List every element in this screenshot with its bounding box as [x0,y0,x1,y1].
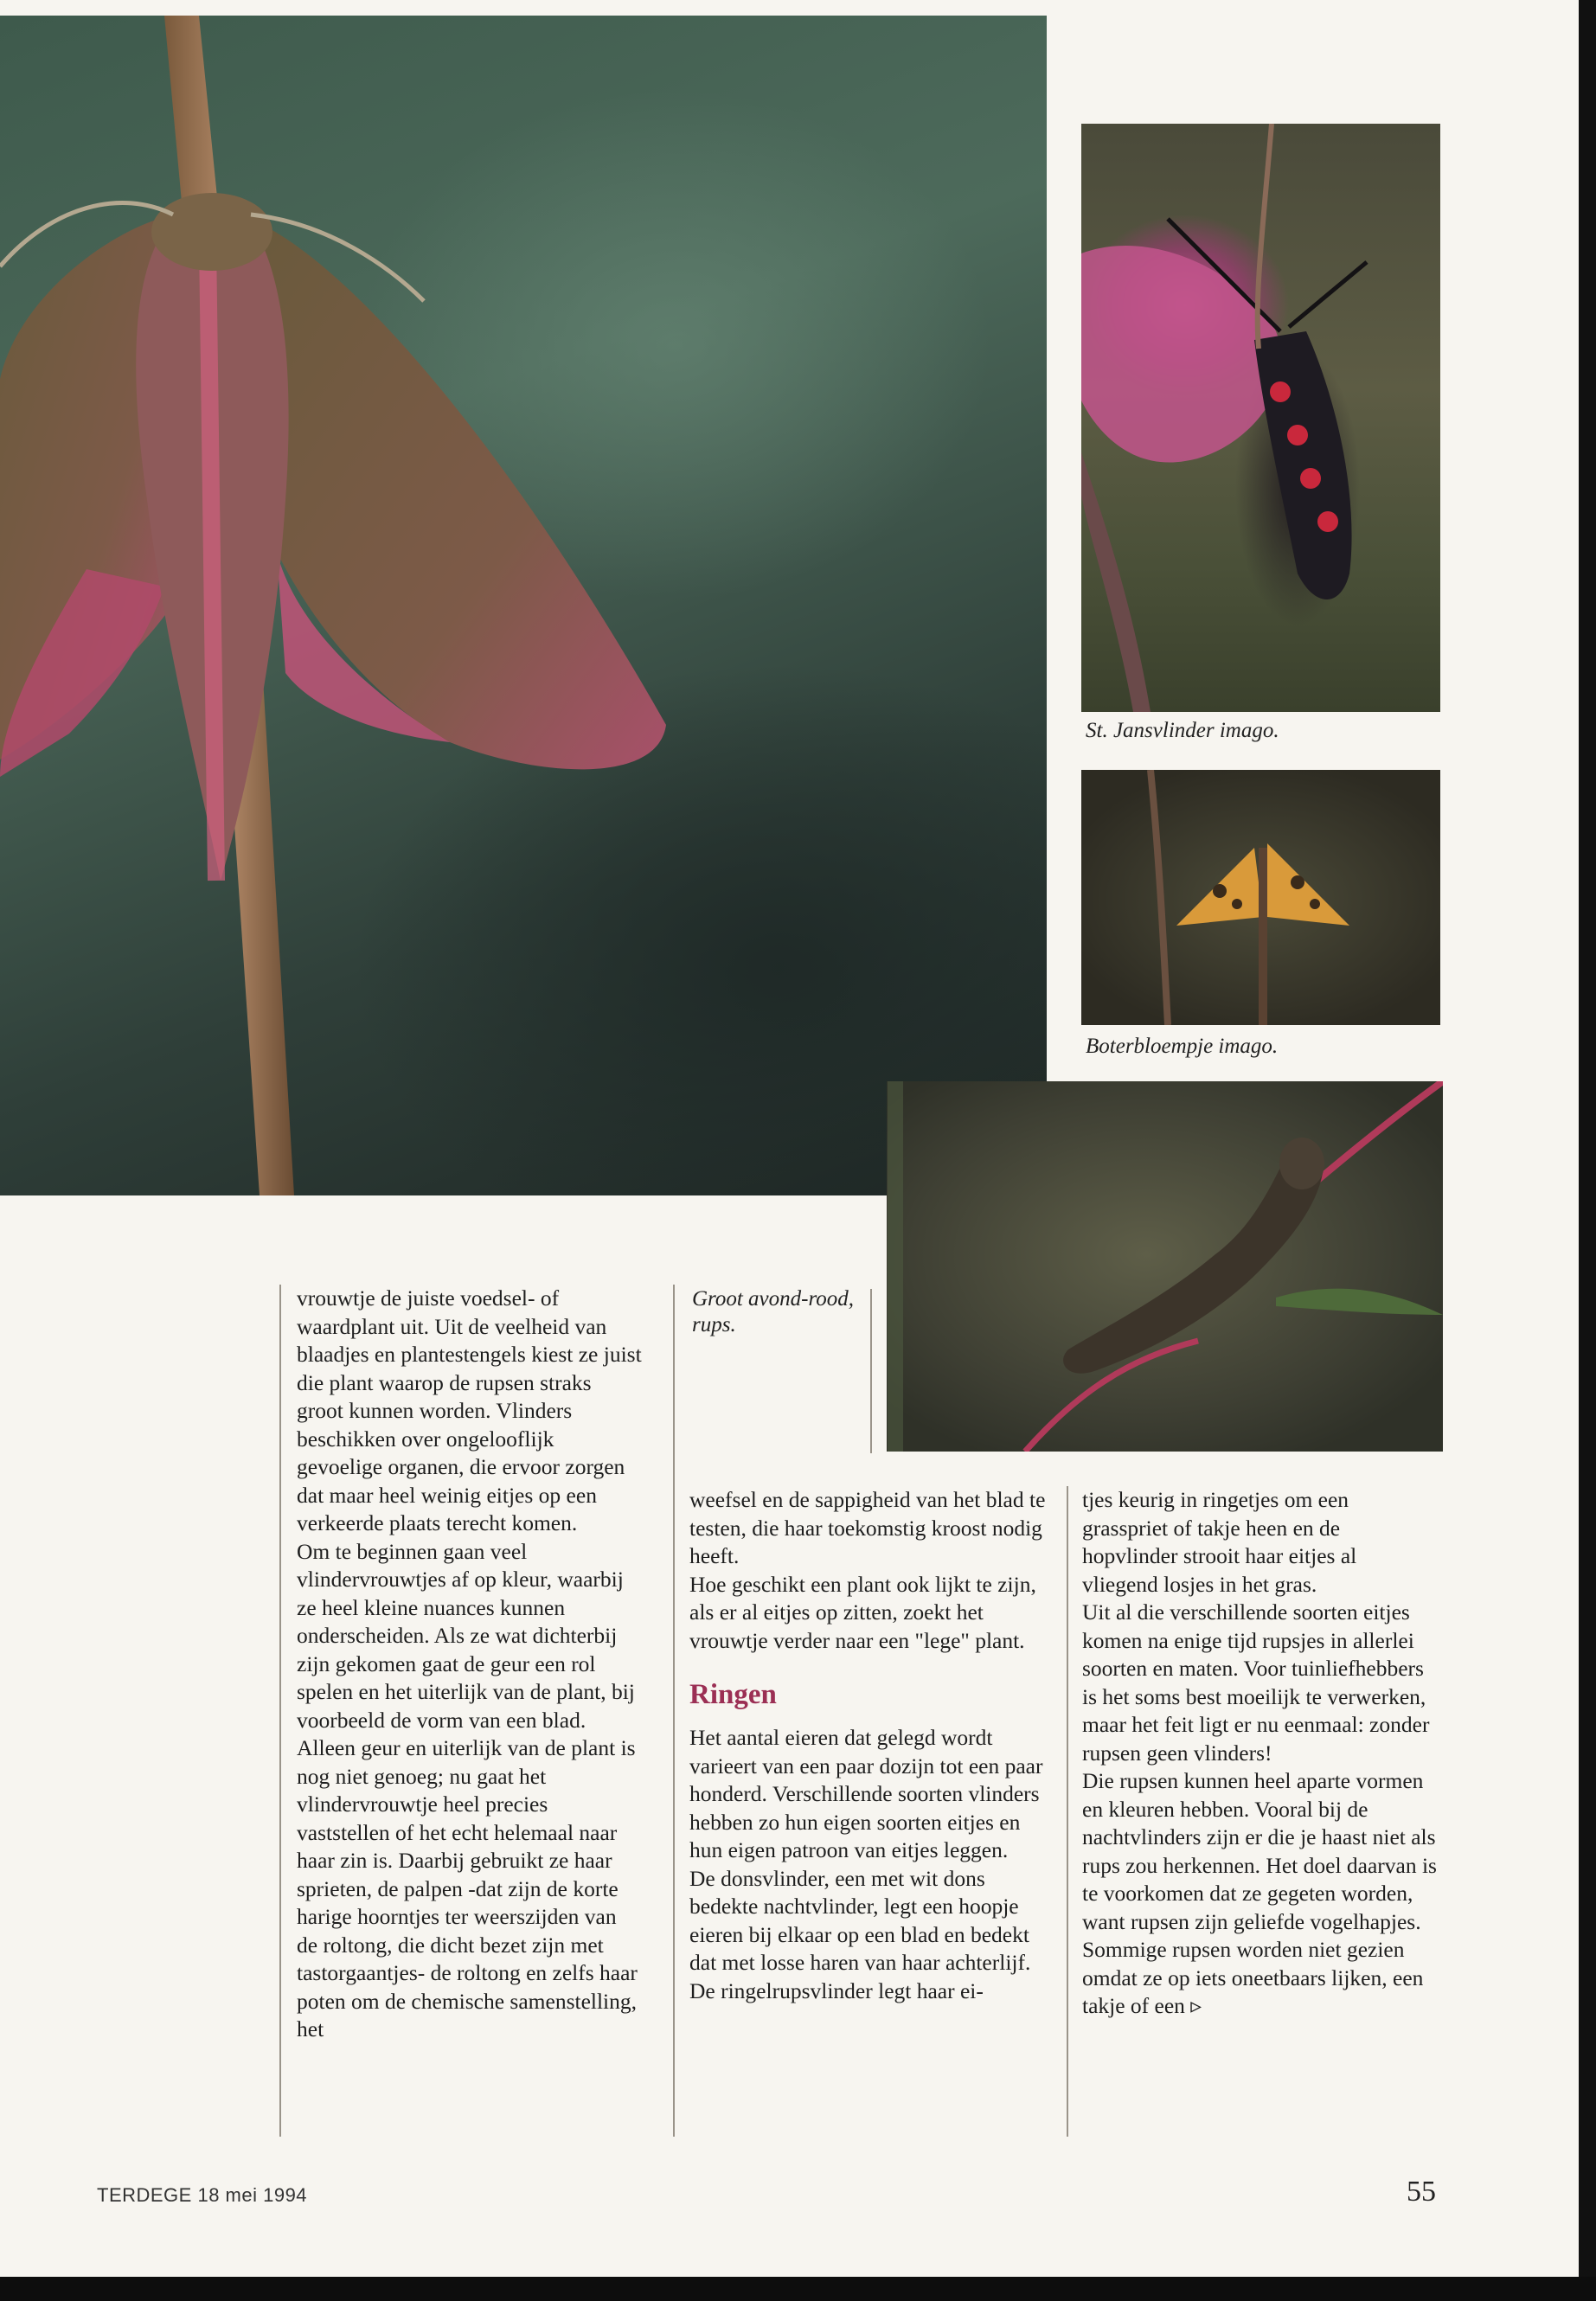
publication-footer: TERDEGE 18 mei 1994 [97,2184,308,2206]
column-rule-left [279,1285,281,2137]
paragraph: De donsvlinder, een met wit dons bedekte nachtvlinder, legt een hoopje eieren bij elkaar op een blad en bedekt dat met losse haren van haar achterlijf. De ringelrupsvlinder legt haar ei- [689,1865,1031,2003]
paragraph: tjes keurig in ringetjes om een grasspriet of takje heen en de hopvlinder strooit haar eitjes al vliegend losjes in het gras. [1082,1487,1357,1597]
section-heading: Ringen [689,1679,777,1710]
photo-st-jansvlinder [1081,124,1440,712]
paragraph: Sommige rupsen worden niet gezien omdat ze op iets oneetbaars lijken, een takje of een ▹ [1082,1937,1424,2018]
column-rule-right [1067,1486,1068,2137]
paragraph: weefsel en de sappigheid van het blad te testen, die haar toekomstig kroost nodig heeft. [689,1487,1046,1568]
caption-rule [870,1289,872,1453]
paragraph: Die rupsen kunnen heel aparte vormen en kleuren hebben. Vooral bij de nachtvlinders zijn er die je haast niet als rups zou herkennen. Het doel daarvan is te voorkomen dat ze gegeten worden, want rupsen zijn geliefde vogelhapjes. [1082,1768,1437,1934]
scan-edge-bottom [0,2277,1596,2301]
caption-boterbloempje: Boterbloempje imago. [1086,1035,1279,1058]
text-column-2 [689,1486,1053,2005]
column-rule-middle [673,1285,675,2137]
text-column-3 [1082,1486,1437,2021]
caterpillar-illustration [887,1081,1443,1452]
photo-groot-avondrood-rups [887,1081,1443,1452]
text-column-1 [297,1285,643,2044]
page-number: 55 [1407,2176,1436,2208]
paragraph: vrouwtje de juiste voedsel- of waardplant uit. Uit de veelheid van blaadjes en plantestengels kiest ze juist die plant waarop de rupsen straks groot kunnen worden. Vlinders beschikken over ongelooflijk gevoelige organen, die ervoor zorgen dat maar heel weinig eitjes op een verkeerde plaats terecht komen. [297,1285,642,1535]
paragraph: Het aantal eieren dat gelegd wordt varieert van een paar dozijn tot een paar honderd. Verschillende soorten vlinders hebben zo hun eigen soorten eitjes en hun eigen patroon van eitjes leggen. [689,1725,1043,1862]
paragraph: Om te beginnen gaan veel vlindervrouwtjes af op kleur, waarbij ze heel kleine nuances kunnen onderscheiden. Als ze wat dichterbij zijn gekomen gaat de geur een rol spelen en het uiterlijk van de plant, bij voorbeeld de vorm van een blad. [297,1538,635,1733]
scan-edge-right [1579,0,1596,2301]
hawk-moth-illustration [0,16,1047,1195]
caption-groot-avondrood: Groot avond-rood, rups. [692,1287,855,1336]
paragraph: Alleen geur en uiterlijk van de plant is nog niet genoeg; nu gaat het vlindervrouwtje heel precies vaststellen of het echt helemaal naar haar zin is. Daarbij gebruikt ze haar sprieten, de palpen -dat zijn de korte harige hoorntjes ter weerszijden van de roltong, die dicht bezet zijn met tastorgaantjes- de roltong en zelfs haar poten om de chemische samenstelling, het [297,1735,638,2041]
main-photo-hawk-moth [0,16,1047,1195]
paragraph: Hoe geschikt een plant ook lijkt te zijn, als er al eitjes op zitten, zoekt het vrouwtje verder naar een "lege" plant. [689,1571,1036,1653]
paragraph: Uit al die verschillende soorten eitjes komen na enige tijd rupsjes in allerlei soorten en maten. Voor tuinliefhebbers is het soms best moeilijk te verwerken, maar het feit ligt er nu eenmaal: zonder rupsen geen vlinders! [1082,1599,1430,1766]
speckled-moth-illustration [1081,770,1440,1025]
photo-boterbloempje [1081,770,1440,1025]
burnet-moth-illustration [1081,124,1440,712]
caption-st-jansvlinder: St. Jansvlinder imago. [1086,719,1279,742]
